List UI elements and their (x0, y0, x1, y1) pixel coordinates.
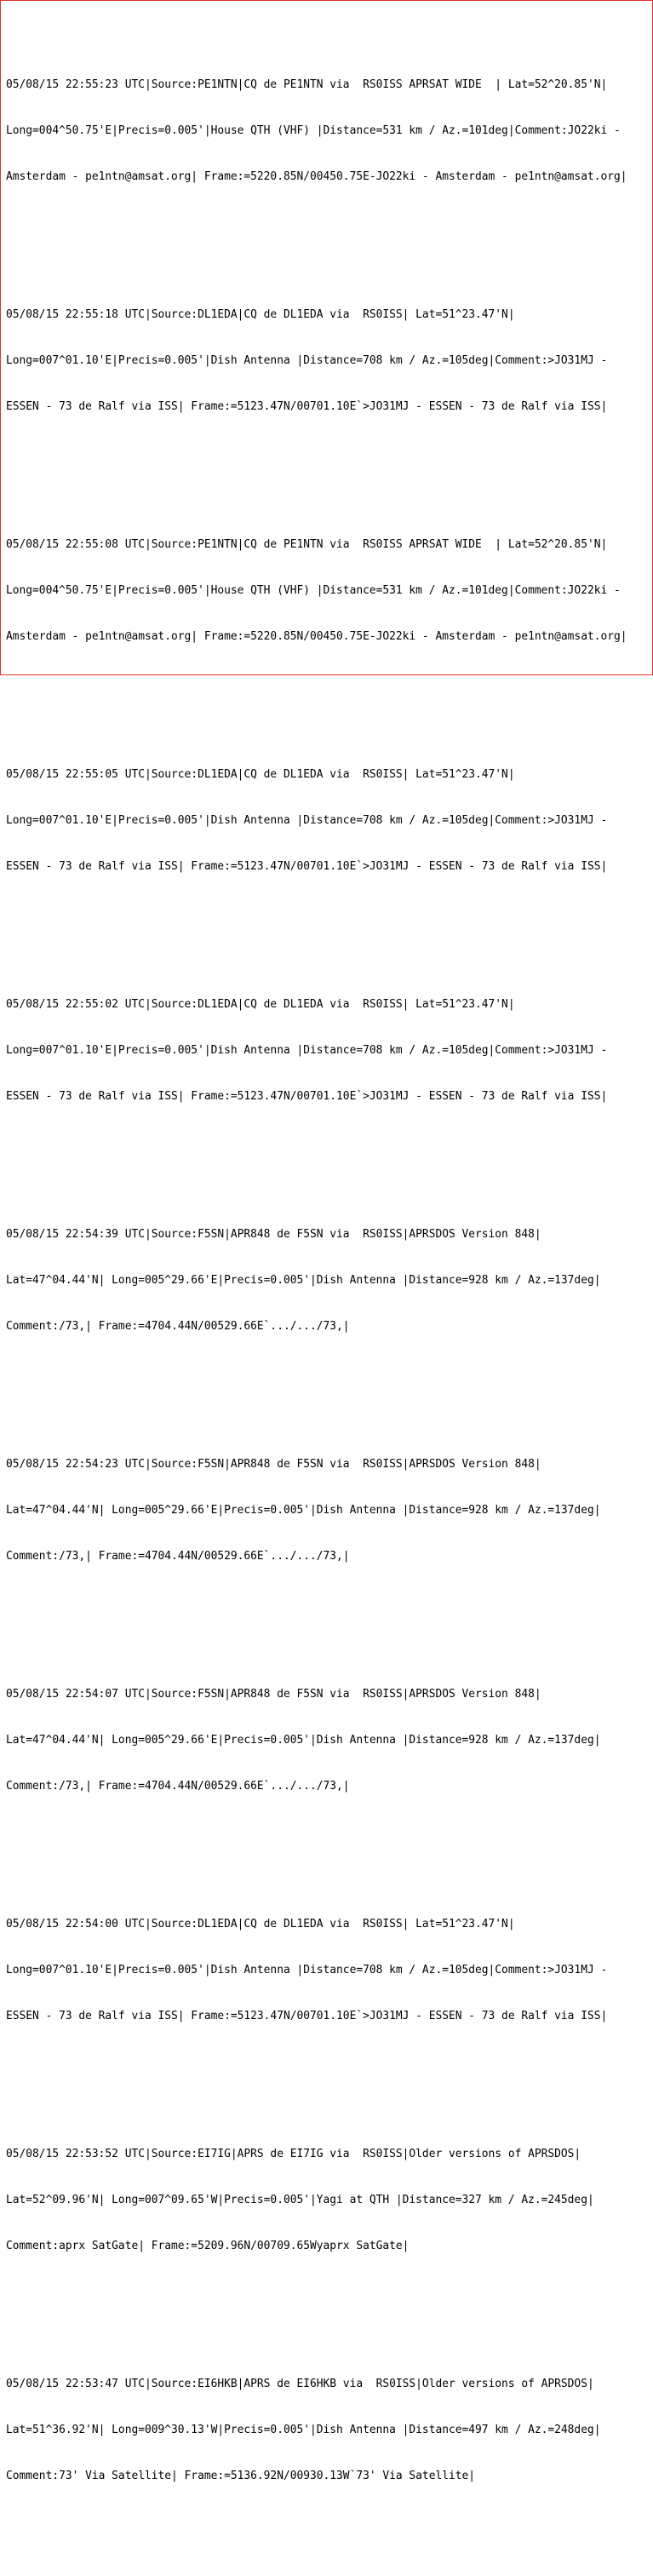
log-line: Comment:73' Via Satellite| Frame:=5136.92N/00930.13W`73' Via Satellite| (6, 2470, 476, 2482)
log-line: 05/08/15 22:54:23 UTC|Source:F5SN|APR848 de F5SN via RS0ISS|APRSDOS Version 848| (6, 1458, 541, 1471)
log-line: Comment:/73,| Frame:=4704.44N/00529.66E`.../.../73,| (6, 1780, 350, 1793)
log-entry (6, 2116, 650, 2285)
log-line: Lat=52^09.96'N| Long=007^09.65'W|Precis=0.005'|Yagi at QTH |Distance=327 km / Az.=245deg| (6, 2194, 594, 2206)
log-line: Amsterdam - pe1ntn@amsat.org| Frame:=5220.85N/00450.75E-JO22ki - Amsterdam - pe1ntn@amsat.org| (6, 630, 627, 643)
log-line: Long=007^01.10'E|Precis=0.005'|Dish Antenna |Distance=708 km / Az.=105deg|Comment:>JO31MJ - (6, 354, 608, 367)
log-line: Lat=47^04.44'N| Long=005^29.66'E|Precis=0.005'|Dish Antenna |Distance=928 km / Az.=137deg| (6, 1734, 601, 1747)
log-line: Lat=47^04.44'N| Long=005^29.66'E|Precis=0.005'|Dish Antenna |Distance=928 km / Az.=137deg| (6, 1504, 601, 1517)
log-text-area (6, 1, 650, 2576)
log-entry (6, 1656, 650, 1825)
log-line: 05/08/15 22:55:02 UTC|Source:DL1EDA|CQ de DL1EDA via RS0ISS| Lat=51^23.47'N| (6, 998, 515, 1011)
log-line: 05/08/15 22:53:47 UTC|Source:EI6HKB|APRS de EI6HKB via RS0ISS|Older versions of APRSDOS| (6, 2378, 594, 2390)
log-line: Long=004^50.75'E|Precis=0.005'|House QTH (VHF) |Distance=531 km / Az.=101deg|Comment:JO22ki - (6, 584, 621, 597)
log-line: ESSEN - 73 de Ralf via ISS| Frame:=5123.47N/00701.10E`>JO31MJ - ESSEN - 73 de Ralf via ISS| (6, 860, 608, 873)
log-entry (6, 967, 650, 1135)
log-line: Long=004^50.75'E|Precis=0.005'|House QTH (VHF) |Distance=531 km / Az.=101deg|Comment:JO22ki - (6, 124, 621, 137)
log-entry (6, 1426, 650, 1595)
log-line: ESSEN - 73 de Ralf via ISS| Frame:=5123.47N/00701.10E`>JO31MJ - ESSEN - 73 de Ralf via ISS| (6, 400, 608, 413)
log-line: Lat=47^04.44'N| Long=005^29.66'E|Precis=0.005'|Dish Antenna |Distance=928 km / Az.=137deg| (6, 1274, 601, 1287)
log-line: Comment:/73,| Frame:=4704.44N/00529.66E`.../.../73,| (6, 1550, 350, 1563)
log-entry (6, 277, 650, 445)
log-entry (6, 1196, 650, 1365)
log-entry (6, 737, 650, 905)
log-line: 05/08/15 22:54:07 UTC|Source:F5SN|APR848 de F5SN via RS0ISS|APRSDOS Version 848| (6, 1688, 541, 1701)
log-line: 05/08/15 22:55:05 UTC|Source:DL1EDA|CQ de DL1EDA via RS0ISS| Lat=51^23.47'N| (6, 768, 515, 781)
log-line: ESSEN - 73 de Ralf via ISS| Frame:=5123.47N/00701.10E`>JO31MJ - ESSEN - 73 de Ralf via ISS| (6, 2010, 608, 2022)
log-line: Comment:/73,| Frame:=4704.44N/00529.66E`.../.../73,| (6, 1320, 350, 1333)
log-line: 05/08/15 22:55:23 UTC|Source:PE1NTN|CQ de PE1NTN via RS0ISS APRSAT WIDE | Lat=52^20.85'N| (6, 78, 608, 91)
log-line: 05/08/15 22:54:00 UTC|Source:DL1EDA|CQ de DL1EDA via RS0ISS| Lat=51^23.47'N| (6, 1918, 515, 1931)
log-line: Comment:aprx SatGate| Frame:=5209.96N/00709.65Wyaprx SatGate| (6, 2240, 410, 2252)
log-line: 05/08/15 22:55:08 UTC|Source:PE1NTN|CQ de PE1NTN via RS0ISS APRSAT WIDE | Lat=52^20.85'N| (6, 538, 608, 551)
log-line: ESSEN - 73 de Ralf via ISS| Frame:=5123.47N/00701.10E`>JO31MJ - ESSEN - 73 de Ralf via ISS| (6, 1090, 608, 1103)
log-line: 05/08/15 22:55:18 UTC|Source:DL1EDA|CQ de DL1EDA via RS0ISS| Lat=51^23.47'N| (6, 308, 515, 321)
log-line: 05/08/15 22:54:39 UTC|Source:F5SN|APR848 de F5SN via RS0ISS|APRSDOS Version 848| (6, 1228, 541, 1241)
log-line: 05/08/15 22:53:52 UTC|Source:EI7IG|APRS de EI7IG via RS0ISS|Older versions of APRSDOS| (6, 2148, 581, 2160)
log-line: Long=007^01.10'E|Precis=0.005'|Dish Antenna |Distance=708 km / Az.=105deg|Comment:>JO31MJ - (6, 1044, 608, 1057)
log-entry (6, 47, 650, 215)
log-line: Amsterdam - pe1ntn@amsat.org| Frame:=5220.85N/00450.75E-JO22ki - Amsterdam - pe1ntn@amsat.org| (6, 170, 627, 183)
log-line: Long=007^01.10'E|Precis=0.005'|Dish Antenna |Distance=708 km / Az.=105deg|Comment:>JO31MJ - (6, 814, 608, 827)
log-entry (6, 1886, 650, 2055)
log-entry (6, 507, 650, 675)
log-line: Lat=51^36.92'N| Long=009^30.13'W|Precis=0.005'|Dish Antenna |Distance=497 km / Az.=248deg| (6, 2424, 601, 2436)
log-line: Long=007^01.10'E|Precis=0.005'|Dish Antenna |Distance=708 km / Az.=105deg|Comment:>JO31MJ - (6, 1964, 608, 1976)
log-entry (6, 2346, 650, 2515)
